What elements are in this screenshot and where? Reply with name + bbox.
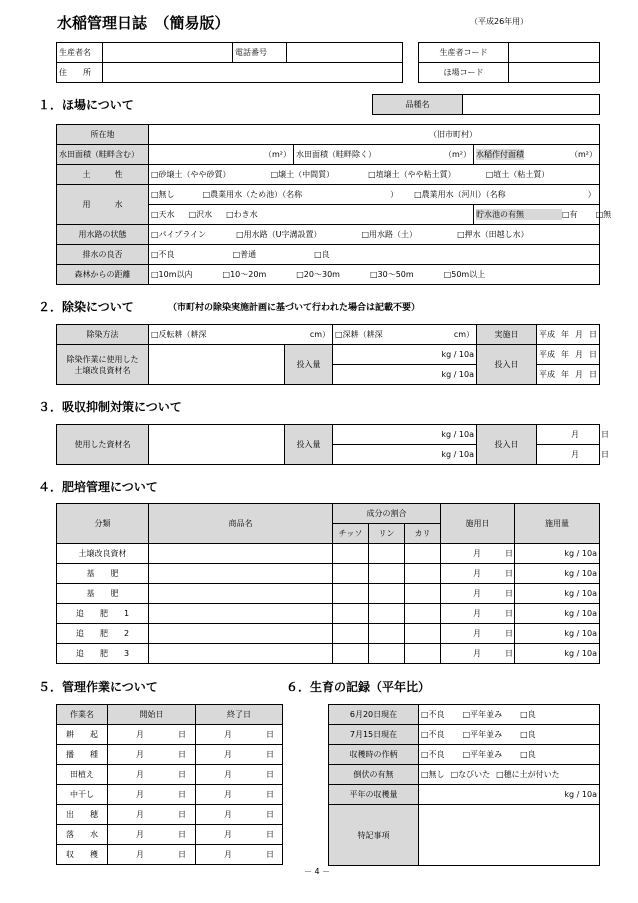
absorption-amount-label: 投入量 [285, 425, 333, 465]
drain-option[interactable]: □良 [314, 250, 330, 259]
water-options-1[interactable]: □無し □農業用水（ため池）（名称 ） □農業用水（河川）（名称 ） [149, 185, 600, 205]
work-name: 田植え [57, 765, 108, 785]
field-code-field[interactable] [509, 63, 600, 83]
fertilizer-amount-field[interactable]: kg / 10a [515, 604, 600, 624]
soil-option[interactable]: □砂壌土（やや砂質） [151, 170, 231, 179]
growth-row [329, 765, 600, 785]
work-name: 収 穫 [57, 845, 108, 865]
work-start-field[interactable]: 月 日 [108, 785, 196, 805]
section6-heading: ６．生育の記録（平年比） [286, 680, 431, 694]
area-excl-cell[interactable]: 水田面積（畦畔除く） （m²） [294, 145, 474, 165]
variety-table [372, 94, 600, 115]
work-col-name: 作業名 [57, 705, 108, 725]
decontamination-table [56, 324, 600, 385]
fertilizer-k-field[interactable] [405, 604, 441, 624]
section2-heading: ２．除染について [38, 300, 134, 314]
growth-label: 倒伏の有無 [329, 765, 419, 785]
producer-code-label: 生産者コード [419, 43, 509, 63]
fertilizer-class: 土壌改良資材 [57, 544, 149, 564]
special-notes-field[interactable] [419, 805, 600, 866]
fertilizer-row [57, 584, 600, 604]
channel-label: 用水路の状態 [57, 225, 149, 245]
fertilizer-row [57, 564, 600, 584]
work-row [57, 765, 283, 785]
fertilizer-class: 追 肥 2 [57, 624, 149, 644]
work-end-field[interactable]: 月 日 [196, 825, 283, 845]
area-excl-label: 水田面積（畦畔除く） [296, 150, 376, 159]
water-option[interactable]: □農業用水（河川）（名称 [414, 190, 506, 199]
fertilizer-n-field[interactable] [333, 644, 369, 664]
absorption-material-field[interactable] [149, 425, 285, 465]
work-row [57, 745, 283, 765]
reservoir-option[interactable]: □有 [562, 210, 578, 219]
location-label: 所在地 [57, 125, 149, 145]
fertilizer-n-field[interactable] [333, 584, 369, 604]
reservoir-cell[interactable] [474, 205, 612, 225]
water-option[interactable]: □沢水 [188, 210, 213, 219]
soil-option[interactable]: □埴土（粘土質） [485, 170, 550, 179]
fertilizer-amount-field[interactable]: kg / 10a [515, 564, 600, 584]
work-end-field[interactable]: 月 日 [196, 785, 283, 805]
section3-heading: ３．吸収抑制対策について [38, 400, 182, 414]
fertilizer-k-field[interactable] [405, 584, 441, 604]
fertilizer-p-field[interactable] [369, 564, 405, 584]
growth-option[interactable]: □なびいた [450, 770, 491, 779]
water-label: 用 水 [57, 185, 149, 225]
forest-option[interactable]: □20～30m [296, 270, 340, 279]
growth-option[interactable]: □平年並み [462, 710, 503, 719]
growth-option[interactable]: □平年並み [462, 730, 503, 739]
work-start-field[interactable]: 月 日 [108, 825, 196, 845]
fertilizer-amount-field[interactable]: kg / 10a [515, 624, 600, 644]
fertilizer-k-field[interactable] [405, 564, 441, 584]
soil-options[interactable] [149, 165, 600, 185]
growth-options[interactable] [419, 765, 600, 785]
address-field[interactable] [103, 63, 403, 83]
method-label: 除染方法 [57, 325, 149, 345]
fertilizer-product-field[interactable] [149, 624, 333, 644]
fertilizer-p-field[interactable] [369, 644, 405, 664]
fertilizer-class: 追 肥 3 [57, 644, 149, 664]
fertilizer-date-field[interactable]: 月 日 [441, 644, 515, 664]
date-label: 実施日 [477, 325, 537, 345]
fertilizer-date-field[interactable]: 月 日 [441, 604, 515, 624]
col-p: リン [369, 524, 405, 544]
col-k: カリ [405, 524, 441, 544]
water-option[interactable]: □農業用水（ため池）（名称 [202, 190, 303, 199]
soil-option[interactable]: □壌土（中間質） [270, 170, 335, 179]
work-end-field[interactable]: 月 日 [196, 725, 283, 745]
section5-heading: ５．管理作業について [38, 680, 158, 694]
area-incl-field[interactable]: （m²） [149, 145, 294, 165]
channel-option[interactable]: □用水路（土） [361, 230, 418, 239]
reservoir-option[interactable]: □無 [595, 210, 612, 219]
col-n: チッソ [333, 524, 369, 544]
drain-options[interactable] [149, 245, 600, 265]
fertilizer-amount-field[interactable]: kg / 10a [515, 584, 600, 604]
absorption-amount-field[interactable]: kg / 10a [333, 425, 477, 445]
variety-label: 品種名 [373, 95, 463, 115]
work-name: 耕 起 [57, 725, 108, 745]
fertilizer-k-field[interactable] [405, 544, 441, 564]
date-field[interactable]: 平成 年 月 日 [537, 325, 600, 345]
drain-option[interactable]: □不良 [151, 250, 175, 259]
channel-option[interactable]: □パイプライン [151, 230, 207, 239]
work-start-field[interactable]: 月 日 [108, 845, 196, 865]
work-start-field[interactable]: 月 日 [108, 805, 196, 825]
fertilizer-date-field[interactable]: 月 日 [441, 624, 515, 644]
fertilizer-class: 基 肥 [57, 564, 149, 584]
work-name: 出 穂 [57, 805, 108, 825]
fertilizer-row [57, 544, 600, 564]
forest-label: 森林からの距離 [57, 265, 149, 285]
material-field[interactable] [149, 345, 285, 385]
fertilizer-table [56, 503, 600, 664]
growth-label: 収穫時の作柄 [329, 745, 419, 765]
work-row [57, 805, 283, 825]
old-town-label: （旧市町村） [429, 130, 477, 139]
work-col-start: 開始日 [108, 705, 196, 725]
section2-note: （市町村の除染実施計画に基づいて行われた場合は記載不要） [168, 303, 421, 313]
planted-area-label: 水稲作付面積 [476, 150, 524, 159]
work-table [56, 704, 283, 865]
field-table [56, 124, 612, 285]
absorption-material-label: 使用した資材名 [57, 425, 149, 465]
fertilizer-p-field[interactable] [369, 584, 405, 604]
work-name: 中干し [57, 785, 108, 805]
growth-option[interactable]: □不良 [421, 710, 445, 719]
yield-field[interactable]: kg / 10a [419, 785, 600, 805]
growth-option[interactable]: □良 [520, 730, 536, 739]
fertilizer-row [57, 644, 600, 664]
code-table [418, 42, 600, 83]
special-notes-label: 特記事項 [329, 805, 419, 866]
work-row [57, 725, 283, 745]
page-title: 水稲管理日誌 （簡易版） [57, 14, 230, 32]
col-date: 施用日 [441, 504, 515, 544]
planted-area-cell[interactable]: 水稲作付面積 （m²） [474, 145, 600, 165]
phone-label: 電話番号 [233, 43, 287, 63]
producer-name-label: 生産者名 [57, 43, 103, 63]
work-start-field[interactable]: 月 日 [108, 725, 196, 745]
growth-option[interactable]: □不良 [421, 750, 445, 759]
fertilizer-p-field[interactable] [369, 544, 405, 564]
water-option[interactable]: □無し [151, 190, 175, 199]
amount-field[interactable]: kg / 10a [333, 365, 477, 385]
work-end-field[interactable]: 月 日 [196, 745, 283, 765]
fertilizer-row [57, 624, 600, 644]
amount-label: 投入量 [285, 345, 333, 385]
fertilizer-n-field[interactable] [333, 624, 369, 644]
work-row [57, 825, 283, 845]
forest-option[interactable]: □30～50m [369, 270, 414, 279]
growth-options[interactable] [419, 745, 600, 765]
water-option[interactable]: □わき水 [226, 210, 258, 219]
absorption-date-field[interactable]: 月 日 [537, 445, 600, 465]
forest-options[interactable] [149, 265, 600, 285]
work-name: 播 種 [57, 745, 108, 765]
forest-option[interactable]: □10～20m [222, 270, 267, 279]
fertilizer-n-field[interactable] [333, 604, 369, 624]
growth-option[interactable]: □良 [520, 710, 536, 719]
absorption-date-label: 投入日 [477, 425, 537, 465]
absorption-table [56, 424, 609, 465]
flip-till-field[interactable]: □反転耕（耕深 cm） [149, 325, 333, 345]
producer-code-field[interactable] [509, 43, 600, 63]
soil-option[interactable]: □埴壌土（やや粘土質） [368, 170, 456, 179]
fertilizer-product-field[interactable] [149, 584, 333, 604]
forest-option[interactable]: □10m以内 [151, 270, 193, 279]
growth-option[interactable]: □良 [520, 750, 536, 759]
fertilizer-n-field[interactable] [333, 544, 369, 564]
location-field[interactable] [149, 125, 600, 145]
absorption-amount-field[interactable]: kg / 10a [333, 445, 477, 465]
fertilizer-k-field[interactable] [405, 624, 441, 644]
work-row [57, 785, 283, 805]
growth-option[interactable]: □不良 [421, 730, 445, 739]
growth-row [329, 745, 600, 765]
growth-row [329, 725, 600, 745]
producer-name-field[interactable] [103, 43, 233, 63]
phone-field[interactable] [287, 43, 403, 63]
work-end-field[interactable]: 月 日 [196, 805, 283, 825]
growth-row [329, 705, 600, 725]
work-row [57, 845, 283, 865]
fertilizer-product-field[interactable] [149, 644, 333, 664]
work-end-field[interactable]: 月 日 [196, 765, 283, 785]
fertilizer-n-field[interactable] [333, 564, 369, 584]
water-option[interactable]: □天水 [151, 210, 175, 219]
growth-option[interactable]: □無し [421, 770, 445, 779]
fertilizer-p-field[interactable] [369, 624, 405, 644]
work-col-end: 終了日 [196, 705, 283, 725]
forest-option[interactable]: □50m以上 [443, 270, 486, 279]
variety-field[interactable] [463, 95, 600, 115]
amount-field[interactable]: kg / 10a [333, 345, 477, 365]
reservoir-label: 貯水池の有無 [476, 209, 562, 220]
fertilizer-product-field[interactable] [149, 564, 333, 584]
work-start-field[interactable]: 月 日 [108, 745, 196, 765]
growth-label: 7月15日現在 [329, 725, 419, 745]
work-start-field[interactable]: 月 日 [108, 765, 196, 785]
fertilizer-class: 追 肥 1 [57, 604, 149, 624]
page-number: － 4 － [304, 867, 331, 876]
input-date-field[interactable]: 平成 年 月 日 [537, 345, 600, 365]
fertilizer-product-field[interactable] [149, 544, 333, 564]
input-date-label: 投入日 [477, 345, 537, 385]
producer-info-table [56, 42, 403, 83]
fertilizer-product-field[interactable] [149, 604, 333, 624]
fertilizer-class: 基 肥 [57, 584, 149, 604]
col-product: 商品名 [149, 504, 333, 544]
fertilizer-date-field[interactable]: 月 日 [441, 544, 515, 564]
growth-option[interactable]: □平年並み [462, 750, 503, 759]
section1-heading: １．ほ場について [38, 98, 134, 112]
growth-option[interactable]: □穂に土が付いた [496, 770, 560, 779]
work-end-field[interactable]: 月 日 [196, 845, 283, 865]
channel-option[interactable]: □用水路（U字溝設置） [236, 230, 322, 239]
fertilizer-amount-field[interactable]: kg / 10a [515, 544, 600, 564]
fertilizer-p-field[interactable] [369, 604, 405, 624]
channel-option[interactable]: □押水（田越し水） [457, 230, 529, 239]
growth-options[interactable] [419, 725, 600, 745]
area-incl-label: 水田面積（畦畔含む） [57, 145, 149, 165]
water-options-2[interactable] [149, 205, 474, 225]
deep-till-field[interactable]: □深耕（耕深 cm） [333, 325, 477, 345]
yield-label: 平年の収穫量 [329, 785, 419, 805]
fertilizer-k-field[interactable] [405, 644, 441, 664]
drain-option[interactable]: □普通 [232, 250, 257, 259]
section4-heading: ４．肥培管理について [38, 480, 158, 494]
year-label: （平成26年用） [470, 17, 529, 26]
soil-label: 土 性 [57, 165, 149, 185]
col-class: 分類 [57, 504, 149, 544]
channel-options[interactable] [149, 225, 600, 245]
fertilizer-row [57, 604, 600, 624]
work-name: 落 水 [57, 825, 108, 845]
growth-table [328, 704, 600, 866]
field-code-label: ほ場コード [419, 63, 509, 83]
drain-label: 排水の良否 [57, 245, 149, 265]
col-amount: 施用量 [515, 504, 600, 544]
growth-options[interactable] [419, 705, 600, 725]
growth-label: 6月20日現在 [329, 705, 419, 725]
input-date-field[interactable]: 平成 年 月 日 [537, 365, 600, 385]
material-label: 除染作業に使用した 土壌改良資材名 [57, 345, 149, 385]
absorption-date-field[interactable]: 月 日 [537, 425, 600, 445]
fertilizer-date-field[interactable]: 月 日 [441, 584, 515, 604]
fertilizer-date-field[interactable]: 月 日 [441, 564, 515, 584]
col-ratio: 成分の割合 [333, 504, 441, 524]
address-label: 住 所 [57, 63, 103, 83]
fertilizer-amount-field[interactable]: kg / 10a [515, 644, 600, 664]
